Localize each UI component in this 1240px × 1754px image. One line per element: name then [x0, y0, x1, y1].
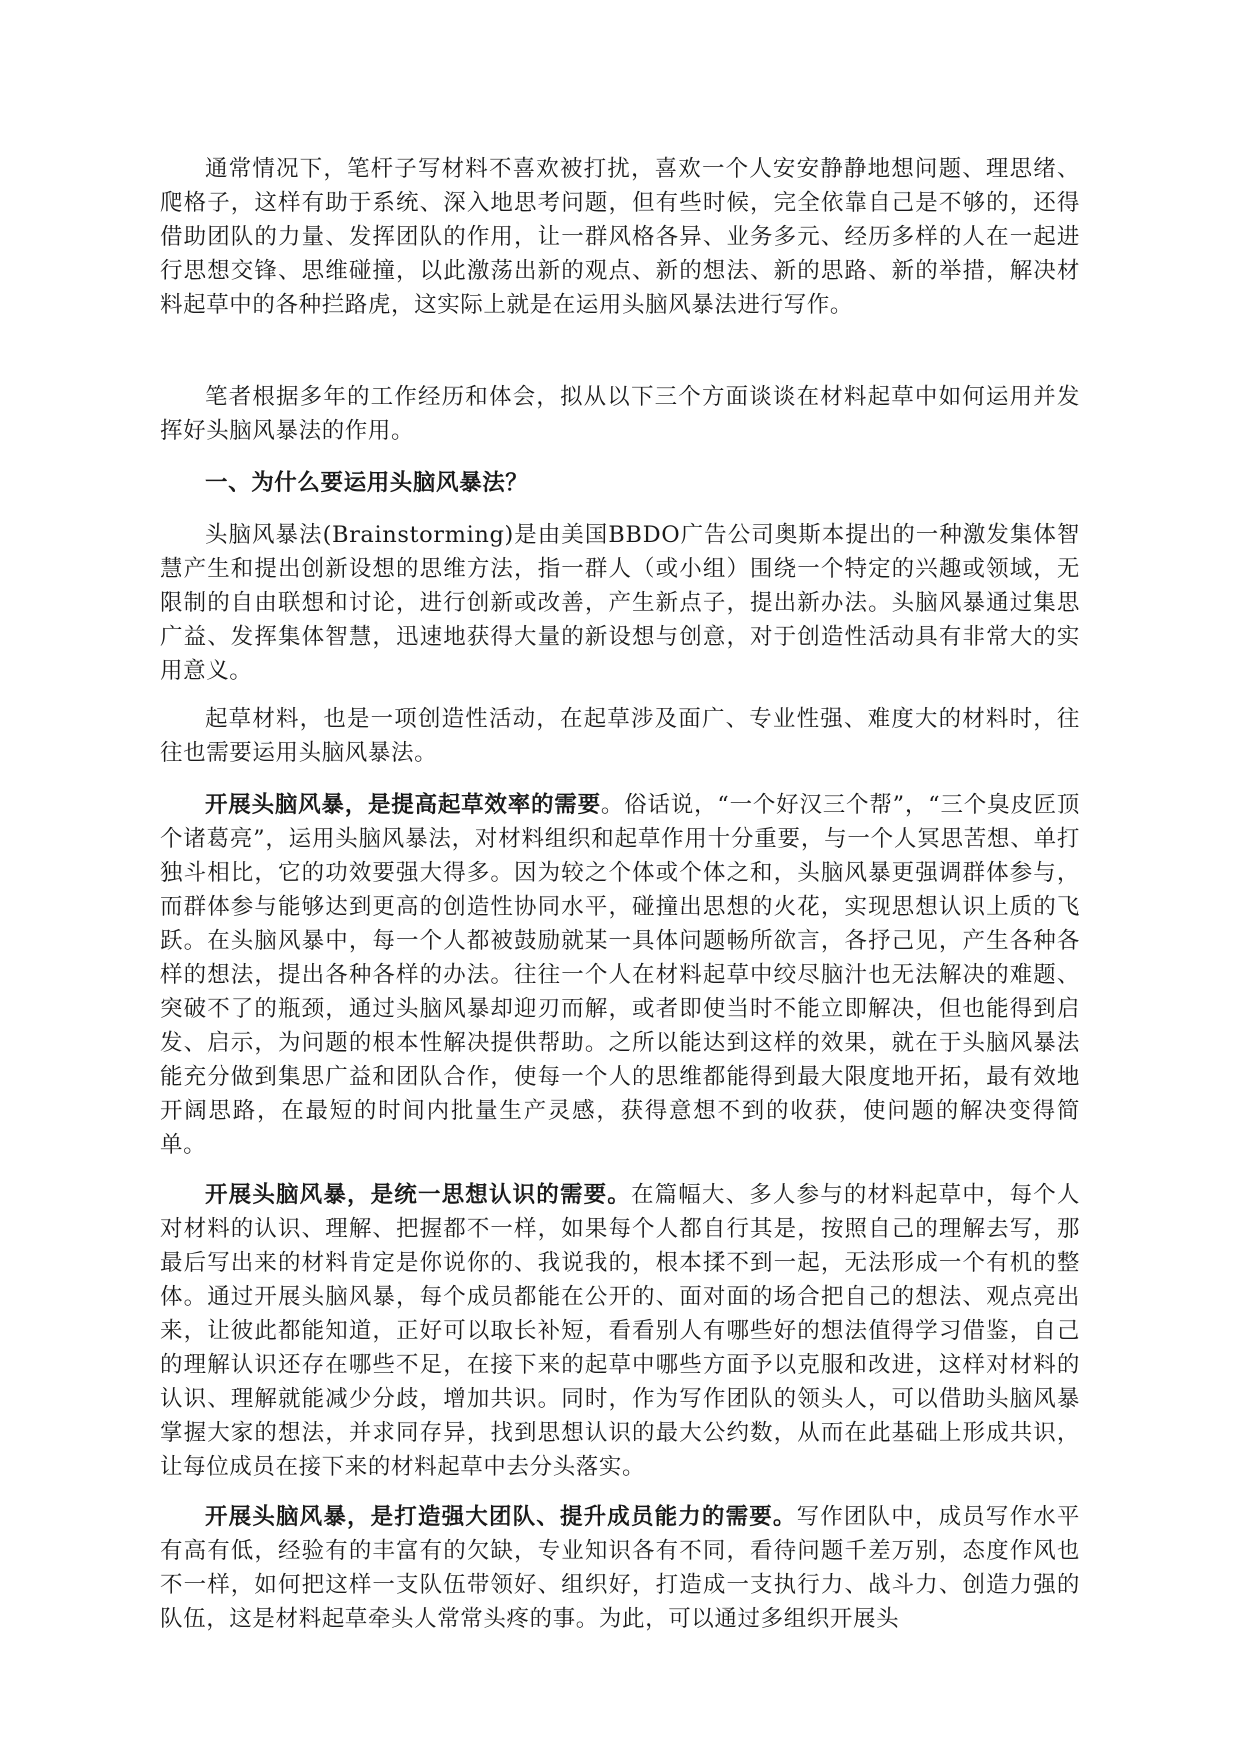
intro-paragraph: 通常情况下，笔杆子写材料不喜欢被打扰，喜欢一个人安安静静地想问题、理思绪、爬格子，这样有助于系统、深入地思考问题，但有些时候，完全依靠自己是不够的，还得借助团队的力量、发挥团队的作用，让一群风格各异、业务多元、经历多样的人在一起进行思想交锋、思维碰撞，以此激荡出新的观点、新的想法、新的思路、新的举措，解决材料起草中的各种拦路虎，这实际上就是在运用头脑风暴法进行写作。: [160, 156, 1080, 318]
team-lead: 开展头脑风暴，是打造强大团队、提升成员能力的需要。: [205, 1504, 797, 1530]
team-body: 写作团队中，成员写作水平有高有低，经验有的丰富有的欠缺，专业知识各有不同，看待问题千差万别，态度作风也不一样，如何把这样一支队伍带领好、组织好，打造成一支执行力、战斗力、创造力强的队伍，这是材料起草牵头人常常头疼的事。为此，可以通过多组织开展头: [160, 1504, 1080, 1632]
drafting-paragraph: 起草材料，也是一项创造性活动，在起草涉及面广、专业性强、难度大的材料时，往往也需要运用头脑风暴法。: [160, 706, 1080, 766]
efficiency-paragraph: [160, 788, 1080, 1162]
team-paragraph: [160, 1500, 1080, 1636]
consensus-lead: 开展头脑风暴，是统一思想认识的需要。: [205, 1182, 631, 1208]
consensus-body: 在篇幅大、多人参与的材料起草中，每个人对材料的认识、理解、把握都不一样，如果每个人都自行其是，按照自己的理解去写，那最后写出来的材料肯定是你说你的、我说我的，根本揉不到一起，无法形成一个有机的整体。通过开展头脑风暴，每个成员都能在公开的、面对面的场合把自己的想法、观点亮出来，让彼此都能知道，正好可以取长补短，看看别人有哪些好的想法值得学习借鉴，自己的理解认识还存在哪些不足，在接下来的起草中哪些方面予以克服和改进，这样对材料的认识、理解就能减少分歧，增加共识。同时，作为写作团队的领头人，可以借助头脑风暴掌握大家的想法，并求同存异，找到思想认识的最大公约数，从而在此基础上形成共识，让每位成员在接下来的材料起草中去分头落实。: [160, 1182, 1080, 1480]
definition-paragraph: 头脑风暴法(Brainstorming)是由美国BBDO广告公司奥斯本提出的一种激发集体智慧产生和提出创新设想的思维方法，指一群人（或小组）围绕一个特定的兴趣或领域，无限制的自由联想和讨论，进行创新或改善，产生新点子，提出新办法。头脑风暴通过集思广益、发挥集体智慧，迅速地获得大量的新设想与创意，对于创造性活动具有非常大的实用意义。: [160, 522, 1080, 684]
overview-paragraph: 笔者根据多年的工作经历和体会，拟从以下三个方面谈谈在材料起草中如何运用并发挥好头脑风暴法的作用。: [160, 384, 1080, 444]
consensus-paragraph: [160, 1178, 1080, 1484]
efficiency-body: 。俗话说，“一个好汉三个帮”，“三个臭皮匠顶个诸葛亮”，运用头脑风暴法，对材料组织和起草作用十分重要，与一个人冥思苦想、单打独斗相比，它的功效要强大得多。因为较之个体或个体之和，头脑风暴更强调群体参与，而群体参与能够达到更高的创造性协同水平，碰撞出思想的火花，实现思想认识上质的飞跃。在头脑风暴中，每一个人都被鼓励就某一具体问题畅所欲言，各抒己见，产生各种各样的想法，提出各种各样的办法。往往一个人在材料起草中绞尽脑汁也无法解决的难题、突破不了的瓶颈，通过头脑风暴却迎刃而解，或者即使当时不能立即解决，但也能得到启发、启示，为问题的根本性解决提供帮助。之所以能达到这样的效果，就在于头脑风暴法能充分做到集思广益和团队合作，使每一个人的思维都能得到最大限度地开拓，最有效地开阔思路，在最短的时间内批量生产灵感，获得意想不到的收获，使问题的解决变得简单。: [160, 792, 1080, 1158]
efficiency-lead: 开展头脑风暴，是提高起草效率的需要: [205, 792, 601, 818]
section-heading: 一、为什么要运用头脑风暴法？: [205, 470, 529, 496]
